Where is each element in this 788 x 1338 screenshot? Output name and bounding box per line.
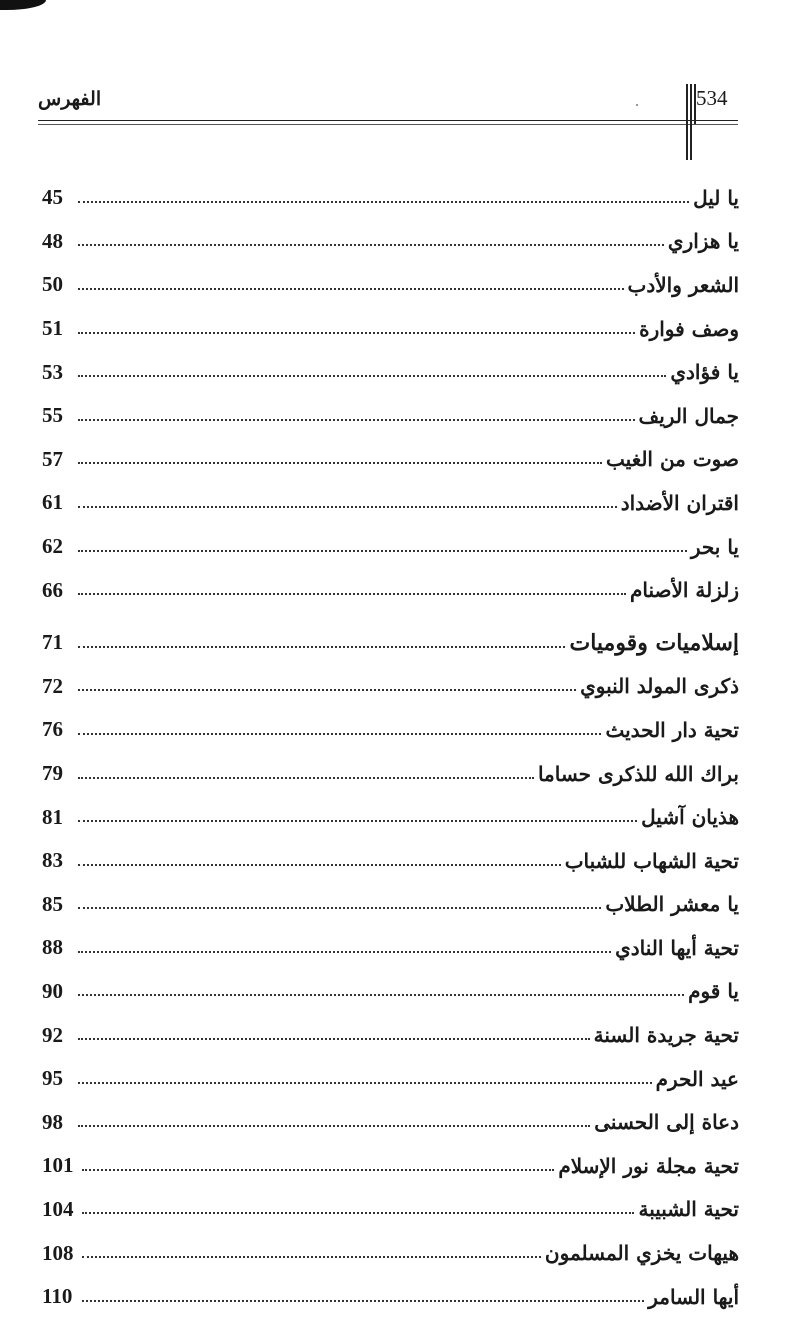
toc-page-number: 61 bbox=[42, 490, 63, 515]
toc-leader-dots bbox=[78, 462, 602, 464]
toc-entry bbox=[42, 394, 739, 438]
toc-leader-dots bbox=[78, 994, 684, 996]
toc-title: يا قوم bbox=[688, 979, 739, 1004]
toc-entry bbox=[42, 1013, 739, 1057]
toc-leader-dots bbox=[78, 951, 611, 953]
toc-leader-dots bbox=[78, 907, 601, 909]
toc-page-number: 51 bbox=[42, 316, 63, 341]
toc-page-number: 55 bbox=[42, 403, 63, 428]
toc-entry bbox=[42, 263, 739, 307]
toc-title: ذكرى المولد النبوي bbox=[580, 674, 739, 699]
toc-entry bbox=[42, 839, 739, 883]
toc-leader-dots bbox=[78, 1125, 590, 1127]
toc-entry bbox=[42, 176, 739, 220]
toc-page-number: 88 bbox=[42, 935, 63, 960]
toc-leader-dots bbox=[78, 332, 635, 334]
toc-page-number: 62 bbox=[42, 534, 63, 559]
header-vertical-bar bbox=[694, 84, 696, 124]
toc-leader-dots bbox=[78, 506, 617, 508]
toc-leader-dots bbox=[78, 864, 561, 866]
header-page-number: 534 bbox=[696, 86, 728, 110]
header-title: الفهرس bbox=[38, 88, 102, 110]
toc-page-number: 98 bbox=[42, 1109, 63, 1134]
toc-title: تحية الشبيبة bbox=[638, 1197, 739, 1222]
toc-leader-dots bbox=[78, 375, 666, 377]
toc-page-number: 110 bbox=[42, 1284, 73, 1309]
toc-title: هيهات يخزي المسلمون bbox=[544, 1241, 739, 1266]
toc-entry bbox=[42, 1188, 739, 1232]
toc-page-number: 50 bbox=[42, 272, 63, 297]
toc-page-number: 104 bbox=[42, 1196, 74, 1221]
toc-page-number: 101 bbox=[42, 1153, 74, 1178]
header-vertical-bar bbox=[686, 84, 688, 160]
scan-corner-mark bbox=[0, 0, 46, 10]
toc-entry bbox=[42, 481, 739, 525]
toc-page-number: 108 bbox=[42, 1240, 74, 1265]
header-rule-secondary bbox=[38, 124, 738, 125]
toc-entry bbox=[42, 1057, 739, 1101]
toc-entry bbox=[42, 752, 739, 796]
toc-title: هذيان آشيل bbox=[641, 805, 739, 830]
toc-leader-dots bbox=[78, 1082, 652, 1084]
table-of-contents bbox=[42, 176, 739, 1318]
toc-title: عيد الحرم bbox=[655, 1066, 739, 1091]
toc-leader-dots bbox=[82, 1300, 644, 1302]
toc-title: يا ليل bbox=[693, 185, 739, 210]
toc-page-number: 66 bbox=[42, 577, 63, 602]
toc-title: دعاة إلى الحسنى bbox=[594, 1110, 739, 1135]
page-header bbox=[38, 86, 738, 122]
toc-title: تحية الشهاب للشباب bbox=[564, 848, 739, 873]
toc-leader-dots bbox=[78, 550, 687, 552]
toc-entry bbox=[42, 1275, 739, 1319]
toc-title: اقتران الأضداد bbox=[620, 490, 739, 515]
toc-page-number: 83 bbox=[42, 848, 63, 873]
toc-section-heading bbox=[42, 621, 739, 665]
toc-leader-dots bbox=[78, 1038, 590, 1040]
toc-page-number: 45 bbox=[42, 185, 63, 210]
toc-page-number: 48 bbox=[42, 228, 63, 253]
toc-title: تحية دار الحديث bbox=[605, 717, 739, 742]
toc-title: زلزلة الأصنام bbox=[629, 578, 739, 603]
header-vertical-bar bbox=[690, 84, 692, 160]
toc-entry bbox=[42, 1144, 739, 1188]
toc-title: براك الله للذكرى حساما bbox=[537, 761, 739, 786]
toc-entry bbox=[42, 307, 739, 351]
toc-title: يا معشر الطلاب bbox=[605, 892, 739, 917]
toc-leader-dots bbox=[78, 419, 635, 421]
toc-leader-dots bbox=[78, 777, 534, 779]
toc-title: صوت من الغيب bbox=[606, 447, 739, 472]
toc-title: تحية أيها النادي bbox=[615, 935, 739, 960]
toc-entry bbox=[42, 350, 739, 394]
toc-entry bbox=[42, 1100, 739, 1144]
toc-page-number: 79 bbox=[42, 761, 63, 786]
toc-leader-dots bbox=[78, 820, 637, 822]
toc-title: يا فؤادي bbox=[670, 360, 739, 385]
toc-page-number: 76 bbox=[42, 717, 63, 742]
toc-title: يا هزاري bbox=[667, 229, 739, 254]
toc-page-number: 57 bbox=[42, 446, 63, 471]
toc-leader-dots bbox=[78, 733, 601, 735]
toc-leader-dots bbox=[78, 201, 689, 203]
scan-speck bbox=[636, 104, 638, 106]
toc-leader-dots bbox=[78, 646, 565, 648]
toc-leader-dots bbox=[78, 593, 626, 595]
toc-leader-dots bbox=[82, 1169, 554, 1171]
toc-leader-dots bbox=[82, 1256, 541, 1258]
toc-entry bbox=[42, 1231, 739, 1275]
toc-entry bbox=[42, 970, 739, 1014]
toc-leader-dots bbox=[82, 1212, 634, 1214]
toc-section-title: إسلاميات وقوميات bbox=[569, 629, 739, 656]
toc-title: وصف فوارة bbox=[639, 316, 739, 341]
toc-entry bbox=[42, 220, 739, 264]
toc-leader-dots bbox=[78, 689, 576, 691]
toc-entry bbox=[42, 525, 739, 569]
toc-page-number: 72 bbox=[42, 673, 63, 698]
toc-entry bbox=[42, 568, 739, 612]
toc-entry bbox=[42, 883, 739, 927]
toc-page-number: 53 bbox=[42, 359, 63, 384]
toc-page-number: 95 bbox=[42, 1066, 63, 1091]
toc-leader-dots bbox=[78, 288, 624, 290]
toc-entry bbox=[42, 708, 739, 752]
toc-title: يا بحر bbox=[690, 534, 739, 559]
header-rule bbox=[38, 120, 738, 121]
toc-page-number: 71 bbox=[42, 630, 63, 655]
toc-page-number: 90 bbox=[42, 978, 63, 1003]
toc-page-number: 85 bbox=[42, 891, 63, 916]
toc-title: تحية مجلة نور الإسلام bbox=[558, 1153, 739, 1178]
toc-entry bbox=[42, 926, 739, 970]
toc-title: الشعر والأدب bbox=[627, 272, 739, 297]
toc-title: أيها السامر bbox=[648, 1284, 739, 1309]
toc-entry bbox=[42, 665, 739, 709]
toc-entry bbox=[42, 438, 739, 482]
toc-page-number: 81 bbox=[42, 804, 63, 829]
toc-leader-dots bbox=[78, 244, 664, 246]
toc-page-number: 92 bbox=[42, 1022, 63, 1047]
toc-entry bbox=[42, 795, 739, 839]
toc-title: تحية جريدة السنة bbox=[593, 1023, 739, 1048]
toc-title: جمال الريف bbox=[638, 403, 739, 428]
